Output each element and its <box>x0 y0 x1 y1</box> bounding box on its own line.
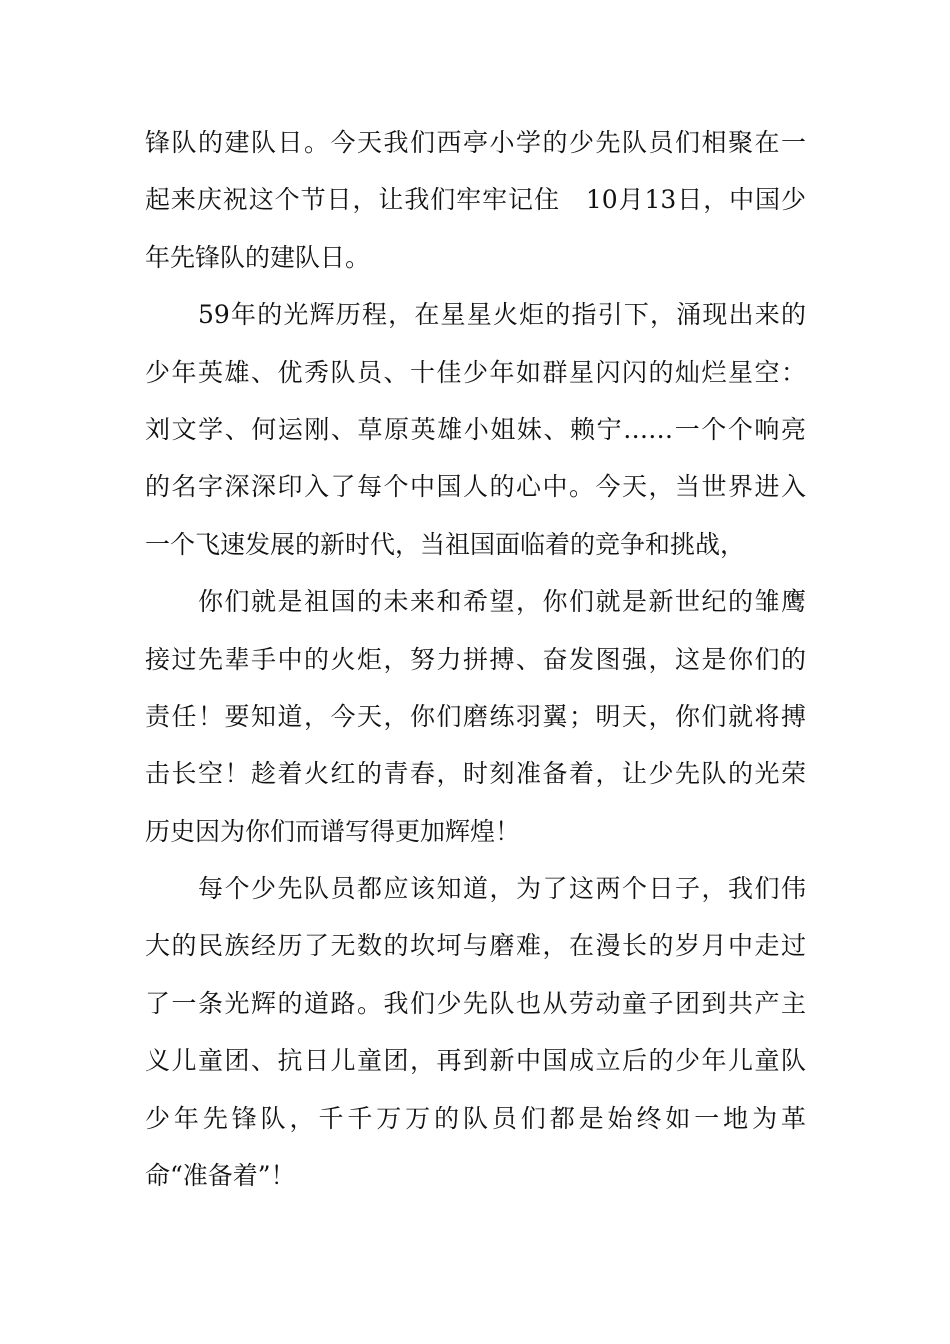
text-line: 义儿童团、抗日儿童团，再到新中国成立后的少年儿童队 <box>145 1046 806 1076</box>
text-line: 刘文学、何运刚、草原英雄小姐妹、赖宁……一个个响亮 <box>145 414 806 444</box>
text-line: 你们就是祖国的未来和希望，你们就是新世纪的雏鹰 <box>198 587 806 617</box>
text-line: 责任！要知道，今天，你们磨练羽翼；明天，你们就将搏 <box>145 701 806 731</box>
text-line: 了一条光辉的道路。我们少先队也从劳动童子团到共产主 <box>145 988 806 1018</box>
paragraph <box>145 114 806 286</box>
paragraph <box>145 286 806 573</box>
text-line: 接过先辈手中的火炬，努力拼搏、奋发图强，这是你们的 <box>145 644 806 674</box>
text-line: 少年英雄、优秀队员、十佳少年如群星闪闪的灿烂星空： <box>145 357 806 387</box>
document-body <box>145 114 806 1204</box>
text-line: 锋队的建队日。今天我们西亭小学的少先队员们相聚在一 <box>145 128 806 157</box>
text-line: 命“准备着”！ <box>145 1161 296 1191</box>
text-line: 历史因为你们而谱写得更加辉煌！ <box>145 816 521 846</box>
text-line: 年先锋队的建队日。 <box>145 242 371 272</box>
text-line: 的名字深深印入了每个中国人的心中。今天，当世界进入 <box>145 472 806 502</box>
paragraph <box>145 860 806 1204</box>
text-line: 少年先锋队，千千万万的队员们都是始终如一地为革 <box>145 1103 806 1133</box>
text-line: 59年的光辉历程，在星星火炬的指引下，涌现出来的 <box>198 300 806 330</box>
text-line: 起来庆祝这个节日，让我们牢牢记住 10月13日，中国少 <box>145 185 806 215</box>
text-line: 大的民族经历了无数的坎坷与磨难，在漫长的岁月中走过 <box>145 931 806 961</box>
text-line: 击长空！趁着火红的青春，时刻准备着，让少先队的光荣 <box>145 759 806 789</box>
paragraph <box>145 573 806 860</box>
text-line: 每个少先队员都应该知道，为了这两个日子，我们伟 <box>198 874 806 904</box>
text-line: 一个飞速发展的新时代，当祖国面临着的竞争和挑战， <box>145 529 746 559</box>
